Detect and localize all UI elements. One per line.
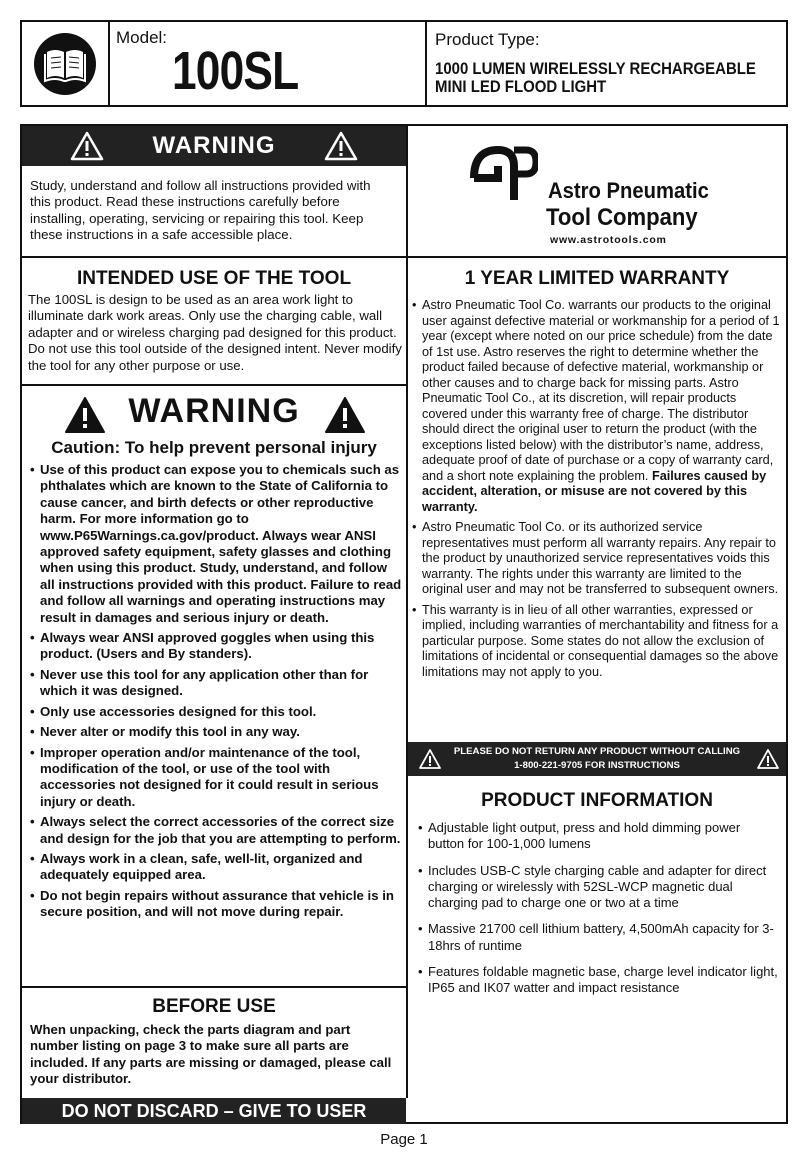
warning-triangle-icon bbox=[324, 396, 366, 434]
section-divider bbox=[22, 986, 406, 988]
return-notice-line2[interactable]: 1-800-221-9705 FOR INSTRUCTIONS bbox=[514, 760, 680, 771]
product-info-title: PRODUCT INFORMATION bbox=[481, 790, 713, 811]
list-item: • Never use this tool for any application other than for which it was designed. bbox=[30, 667, 402, 700]
list-item: • Never alter or modify this tool in any way. bbox=[30, 724, 402, 740]
product-type-line2: MINI LED FLOOD LIGHT bbox=[435, 77, 607, 96]
model-label: Model: bbox=[116, 28, 168, 47]
do-not-discard-bar: DO NOT DISCARD – GIVE TO USER bbox=[22, 1098, 406, 1124]
warranty-title: 1 YEAR LIMITED WARRANTY bbox=[464, 268, 730, 289]
list-item bbox=[412, 298, 782, 515]
ap-logo-icon bbox=[468, 138, 538, 208]
return-notice-bar bbox=[408, 742, 786, 776]
warranty-item-bold: Failures caused by accident, alteration, or misuse are not covered by this warranty. bbox=[422, 468, 767, 514]
warning-main-title: WARNING bbox=[128, 392, 300, 430]
list-item: • Do not begin repairs without assurance that vehicle is in secure position, and will not move during repair. bbox=[30, 888, 402, 921]
warranty-item-text: Astro Pneumatic Tool Co. warrants our products to the original user against defective material or workmanship for a period of 1 year (except where noted on our price schedule) from the date of 1st use. Astro reserves the right to determine whether the product failed because of defective material, workmanship or other causes and to charge back for missing parts. Astro Pneumatic Tool Co., at its discretion, will repair products covered under this warranty free of charge. The distributor should direct the original user to return the product (with the exceptions listed below) with the distributor’s name, address, adequate proof of date of purchase or a copy of warranty card, and a short note explaining the problem. bbox=[422, 298, 780, 483]
list-item: • Includes USB-C style charging cable and adapter for direct charging or wirelessly with 52SL-WCP magnetic dual charging pad to charge one or two at a time bbox=[418, 863, 778, 912]
company-url[interactable]: www.astrotools.com bbox=[550, 234, 667, 246]
company-name-line2: Tool Company bbox=[546, 204, 698, 231]
section-divider bbox=[22, 256, 786, 258]
list-item: • Always select the correct accessories of the correct size and design for the job that you are attempting to perform. bbox=[30, 814, 402, 847]
list-item: • Always work in a clean, safe, well-lit, organized and adequately equipped area. bbox=[30, 851, 402, 884]
product-type-line1: 1000 LUMEN WIRELESSLY RECHARGEABLE bbox=[435, 59, 756, 78]
manual-icon-cell bbox=[22, 22, 110, 105]
company-logo-block bbox=[408, 126, 786, 256]
product-info-list bbox=[418, 820, 778, 1007]
caution-subtitle: Caution: To help prevent personal injury bbox=[51, 438, 377, 457]
list-item: • Massive 21700 cell lithium battery, 4,500mAh capacity for 3-18hrs of runtime bbox=[418, 921, 778, 954]
list-item: • Astro Pneumatic Tool Co. or its authorized service representatives must perform all warranty repairs. Any repair to the product by unauthorized service representatives voids this warranty. The rights under this warranty are limited to the original user and may not be transferred to subsequent owners. bbox=[412, 520, 782, 598]
warning-top-bar bbox=[22, 126, 406, 166]
list-item: • Only use accessories designed for this tool. bbox=[30, 704, 402, 720]
list-item: • Adjustable light output, press and hold dimming power button for 100-1,000 lumens bbox=[418, 820, 778, 853]
page-number: Page 1 bbox=[380, 1131, 428, 1148]
product-type-value bbox=[435, 59, 756, 96]
list-item: • Improper operation and/or maintenance of the tool, modification of the tool, or use of the tool with accessories not designed for it could result in serious injury or death. bbox=[30, 745, 402, 811]
return-notice-line1: PLEASE DO NOT RETURN ANY PRODUCT WITHOUT CALLING bbox=[453, 746, 741, 757]
list-item: • Always wear ANSI approved goggles when using this product. (Users and By standers). bbox=[30, 630, 402, 663]
warning-top-title: WARNING bbox=[152, 132, 276, 159]
section-divider bbox=[22, 384, 406, 386]
warning-triangle-icon bbox=[324, 131, 358, 161]
warning-list bbox=[30, 462, 402, 925]
header-box bbox=[20, 20, 788, 107]
list-item: • This warranty is in lieu of all other warranties, expressed or implied, including warranties of merchantability and fitness for a particular purpose. Some states do not allow the exclusion of limitations of incidental or consequential damages so the above limitations may not apply to you. bbox=[412, 603, 782, 681]
product-type-label: Product Type: bbox=[435, 30, 540, 49]
warranty-list bbox=[412, 298, 782, 685]
intended-use-text: The 100SL is design to be used as an area work light to illuminate dark work areas. Only use the charging cable, wall adapter and or wireless charging pad designed for this product. Do not use this tool outside of the designed intent. Never modify the tool for any other purpose or use. bbox=[28, 292, 402, 373]
warning-top-text: Study, understand and follow all instructions provided with this product. Read these instructions carefully before installing, operating, servicing or repairing this tool. Keep these instructions in a safe accessible place. bbox=[30, 178, 371, 242]
before-use-text: When unpacking, check the parts diagram and part number listing on page 3 to make sure all parts are included. If any parts are missing or damaged, please call your distributor. bbox=[30, 1022, 392, 1087]
warning-main-header bbox=[22, 392, 406, 436]
company-name-line1: Astro Pneumatic bbox=[548, 178, 709, 203]
before-use-title: BEFORE USE bbox=[152, 996, 276, 1017]
open-book-icon bbox=[33, 32, 97, 96]
product-type-cell bbox=[427, 22, 786, 105]
main-content-box bbox=[20, 124, 788, 1124]
model-number: 100SL bbox=[172, 41, 299, 101]
warning-triangle-icon bbox=[756, 748, 780, 770]
intended-use-title: INTENDED USE OF THE TOOL bbox=[76, 268, 352, 289]
list-item: • Features foldable magnetic base, charge level indicator light, IP65 and IK07 watter and impact resistance bbox=[418, 964, 778, 997]
list-item: • Use of this product can expose you to chemicals such as phthalates which are known to the State of California to cause cancer, and birth defects or other reproductive harm. For more information go to www.P65Warnings.ca.gov/product. Always wear ANSI approved safety equipment, safety glasses and clothing when using this product. Study, understand, and follow all instructions provided with this product. Failure to read and follow all warnings and operating instructions may result in damages and serious injury or death. bbox=[30, 462, 402, 626]
model-cell bbox=[110, 22, 427, 105]
